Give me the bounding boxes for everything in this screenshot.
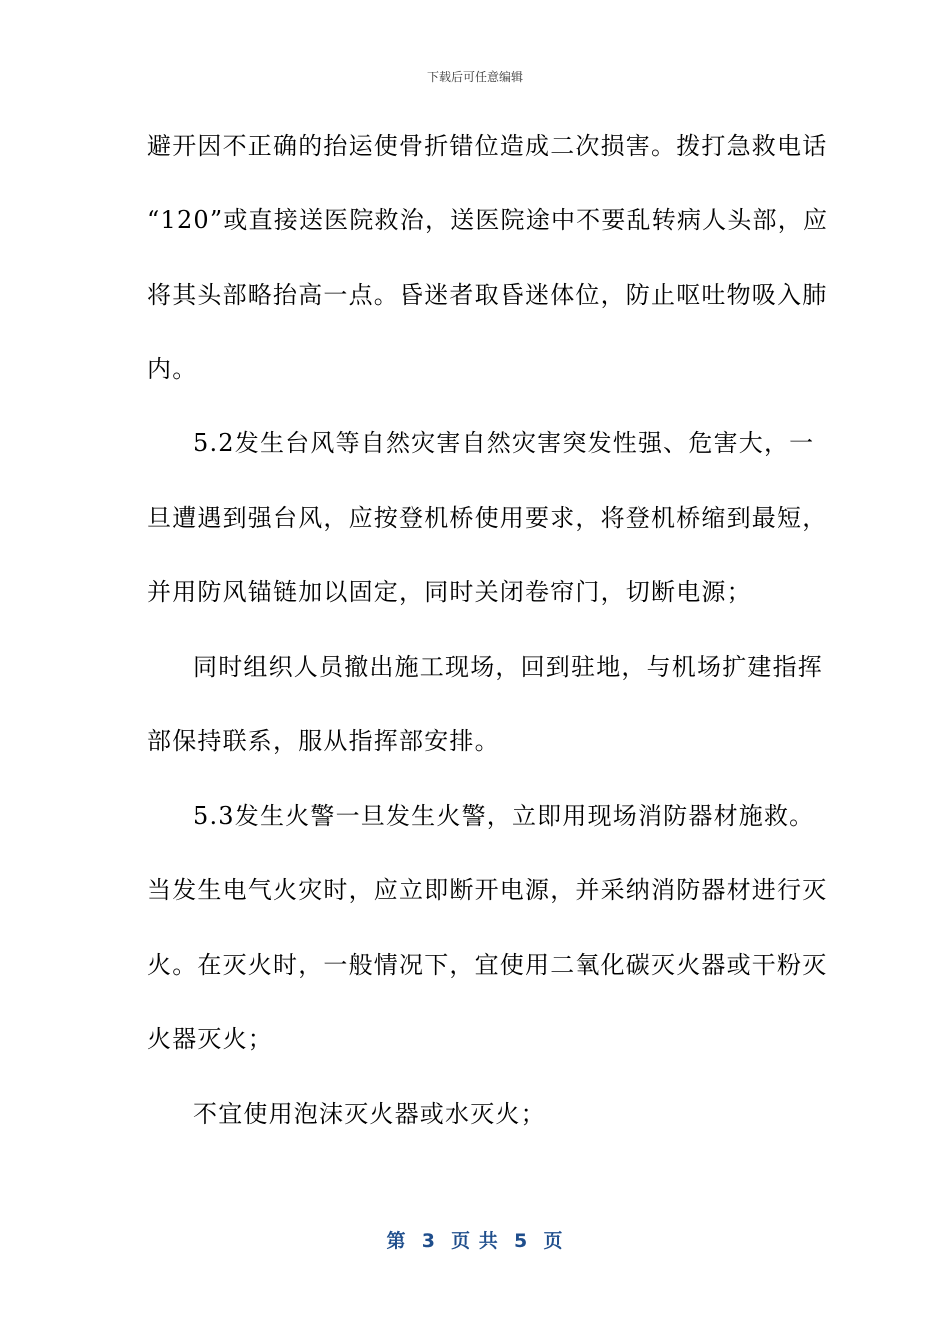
body-line: 避开因不正确的抬运使骨折错位造成二次损害。拨打急救电话	[147, 132, 828, 160]
body-line: 同时组织人员撤出施工现场，回到驻地，与机场扩建指挥	[193, 653, 823, 681]
body-line: 火器灭火；	[147, 1025, 273, 1053]
body-line: 火。在灭火时，一般情况下，宜使用二氧化碳灭火器或干粉灭	[147, 951, 828, 979]
body-line: 不宜使用泡沫灭火器或水灭火；	[193, 1100, 546, 1128]
body-line: 部保持联系，服从指挥部安排。	[147, 727, 500, 755]
body-line: 5.3发生火警一旦发生火警，立即用现场消防器材施救。	[193, 802, 815, 830]
body-line: 将其头部略抬高一点。昏迷者取昏迷体位，防止呕吐物吸入肺	[147, 281, 828, 309]
body-line: 5.2发生台风等自然灾害自然灾害突发性强、危害大，一	[193, 429, 815, 457]
body-line: 当发生电气火灾时，应立即断开电源，并采纳消防器材进行灭	[147, 876, 828, 904]
header-note: 下载后可任意编辑	[426, 70, 523, 84]
body-line: 内。	[147, 355, 198, 383]
body-line: 旦遭遇到强台风，应按登机桥使用要求，将登机桥缩到最短，	[147, 504, 828, 532]
body-line: “120”或直接送医院救治，送医院途中不要乱转病人头部，应	[147, 206, 829, 234]
body-line: 并用防风锚链加以固定，同时关闭卷帘门，切断电源；	[147, 578, 752, 606]
page-number-footer: 第 3 页 共 5 页	[386, 1230, 564, 1252]
